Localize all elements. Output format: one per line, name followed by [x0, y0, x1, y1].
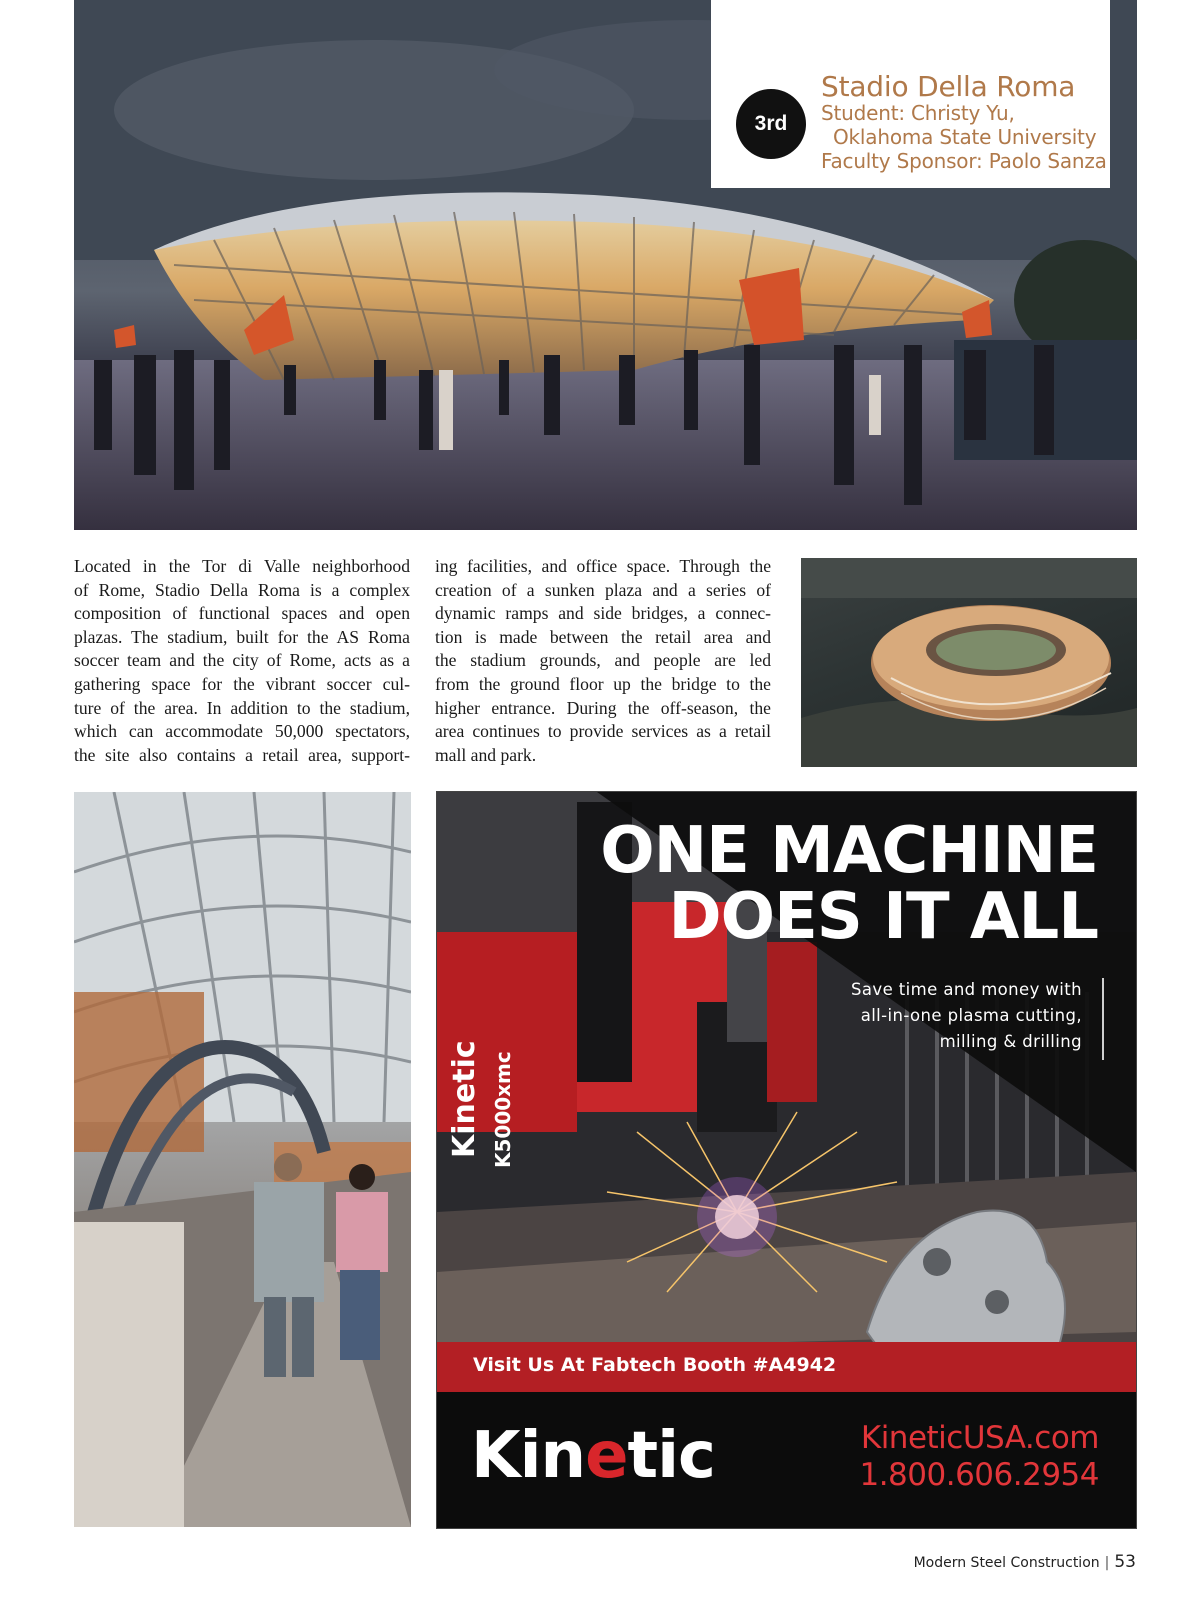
body-text-column-1 — [74, 555, 410, 767]
footer-separator: | — [1104, 1555, 1110, 1571]
body-line: Located in the Tor di Valle neighborhood — [74, 556, 410, 576]
body-line: dynamic ramps and side bridges, a connec- — [435, 603, 771, 624]
body-line: ing facilities, and office space. Through the — [435, 556, 771, 576]
body-line: area continues to provide services as a retail — [435, 721, 771, 742]
kinetic-logo — [471, 1419, 715, 1493]
ad-headline-line-2: DOES IT ALL — [668, 880, 1098, 954]
publication-name: Modern Steel Construction — [913, 1555, 1100, 1571]
ad-subheading-line-1: Save time and money with — [851, 980, 1082, 999]
body-line: which can accommodate 50,000 spectators, — [74, 721, 410, 742]
body-line: the site also contains a retail area, support- — [74, 744, 410, 765]
body-line: from the ground floor up the bridge to the — [435, 673, 771, 694]
ad-subheading-line-3: milling & drilling — [939, 1032, 1082, 1051]
stadium-aerial-graphic — [801, 558, 1137, 767]
body-line: gathering space for the vibrant soccer cul- — [74, 673, 410, 694]
stadium-interior-graphic — [74, 792, 411, 1527]
faculty-sponsor-credit: Faculty Sponsor: Paolo Sanza — [821, 149, 1107, 173]
kinetic-advertisement[interactable] — [436, 791, 1137, 1529]
kinetic-logo-accent: e — [585, 1419, 628, 1493]
fabtech-booth-banner — [437, 1342, 1136, 1392]
body-line: creation of a sunken plaza and a series of — [435, 579, 771, 600]
body-line: of Rome, Stadio Della Roma is a complex — [74, 579, 410, 600]
ad-contact-footer — [437, 1392, 1136, 1528]
fabtech-booth-text: Visit Us At Fabtech Booth #A4942 — [473, 1354, 837, 1376]
kinetic-website-link[interactable]: KineticUSA.com — [860, 1420, 1099, 1456]
ad-headline-line-1: ONE MACHINE — [600, 814, 1098, 888]
stadium-aerial-image — [801, 558, 1137, 767]
machine-brand-label: Kinetic — [447, 1040, 482, 1158]
body-line: tion is made between the retail area and — [435, 626, 771, 647]
school-credit: Oklahoma State University — [833, 125, 1097, 149]
machine-label — [443, 932, 483, 1162]
stadium-interior-image — [74, 792, 411, 1527]
body-line: higher entrance. During the off-season, the — [435, 697, 771, 718]
kinetic-logo-part: Kin — [471, 1419, 586, 1493]
kinetic-phone-number[interactable]: 1.800.606.2954 — [859, 1457, 1099, 1493]
place-badge: 3rd — [736, 89, 806, 159]
body-line: mall and park. — [435, 744, 537, 765]
page-footer — [914, 1552, 1136, 1572]
body-line: ture of the area. In addition to the stadium, — [74, 697, 410, 718]
kinetic-logo-part: tic — [627, 1419, 715, 1493]
project-title: Stadio Della Roma — [821, 70, 1076, 103]
ad-subheading-line-2: all-in-one plasma cutting, — [860, 1006, 1082, 1025]
student-credit: Student: Christy Yu, — [821, 101, 1015, 125]
machine-model-label: K5000xmc — [491, 1051, 515, 1168]
body-line: composition of functional spaces and open — [74, 603, 410, 624]
machine-model-label-wrap — [487, 932, 517, 1172]
project-title-card — [711, 0, 1110, 188]
page-number: 53 — [1114, 1552, 1136, 1572]
ad-subheading-divider — [1102, 978, 1104, 1060]
body-line: the stadium grounds, and people are led — [435, 650, 771, 671]
body-line: soccer team and the city of Rome, acts as a — [74, 650, 410, 671]
body-line: plazas. The stadium, built for the AS Roma — [74, 626, 410, 647]
body-text-column-2 — [435, 555, 771, 767]
